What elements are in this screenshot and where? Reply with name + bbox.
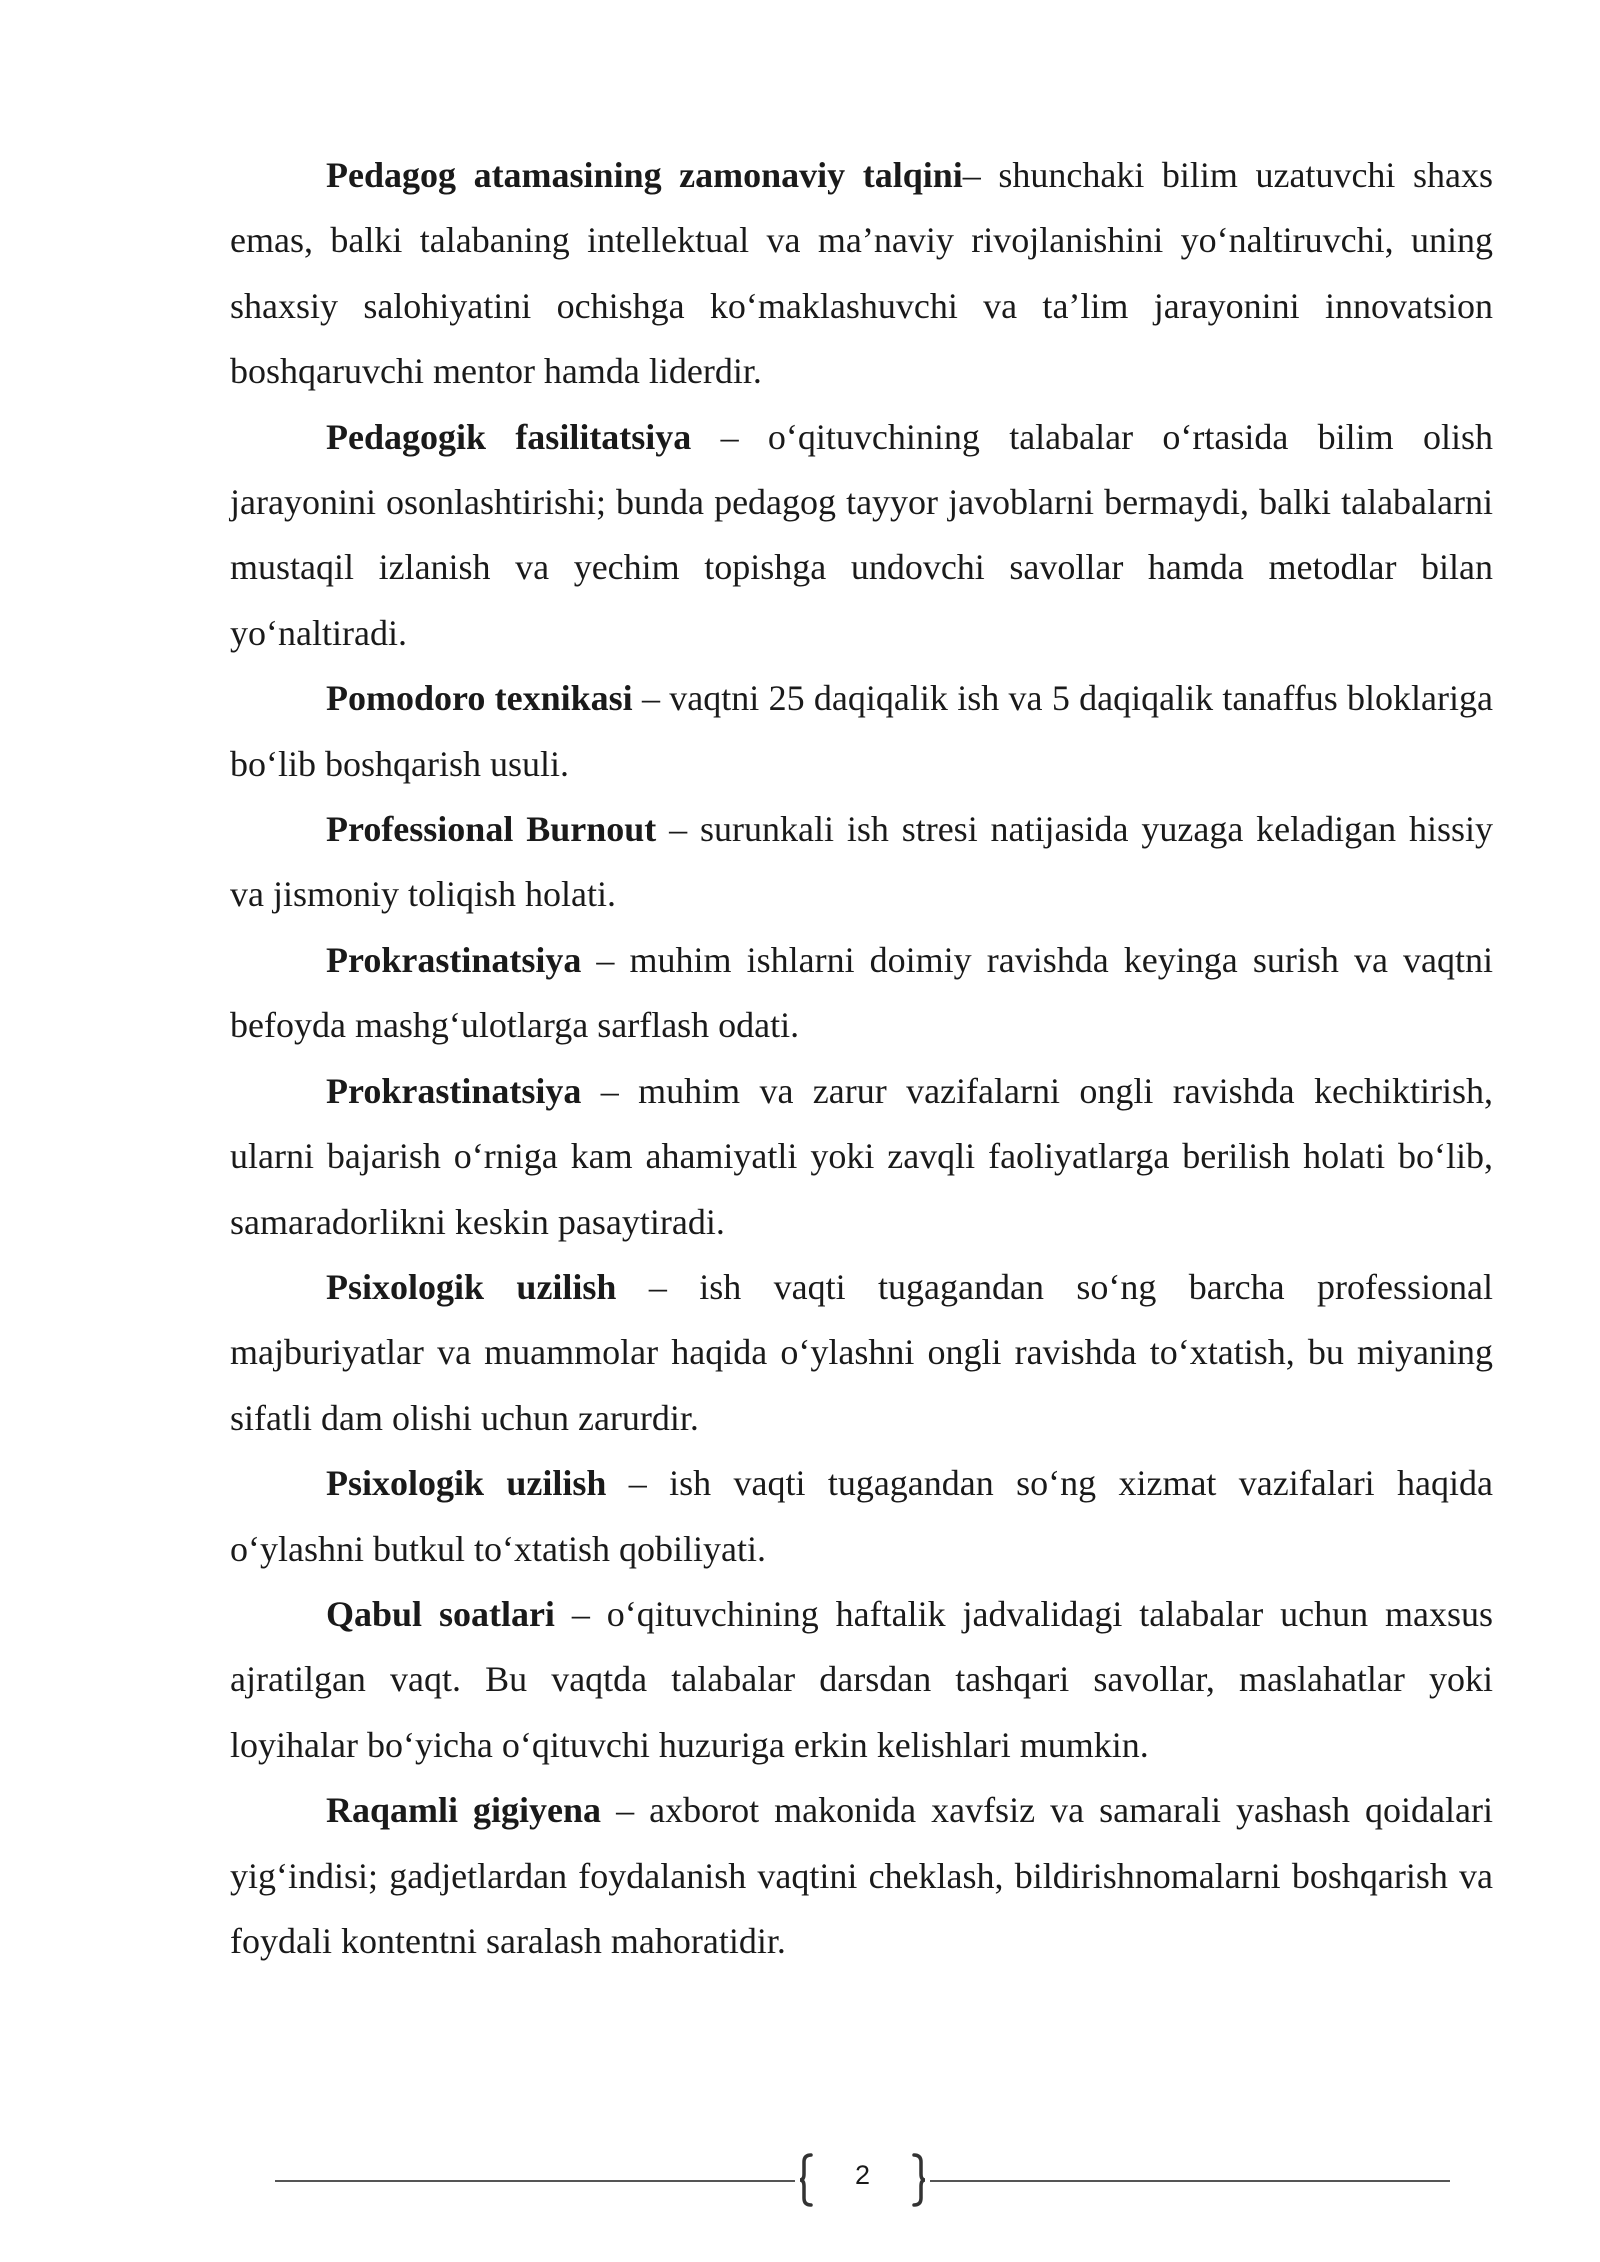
glossary-entry-pomodoro xyxy=(230,666,1493,797)
glossary-page xyxy=(230,143,1493,1974)
right-brace-icon xyxy=(912,2152,926,2208)
entry-term: Prokrastinatsiya xyxy=(326,1070,582,1111)
entry-term: Qabul soatlari xyxy=(326,1593,555,1634)
page-footer xyxy=(275,2152,1450,2208)
glossary-entry-prokrastinatsiya-1 xyxy=(230,928,1493,1059)
entry-definition: – ish vaqti tugagandan so‘ng xizmat vazifalari haqida o‘ylashni butkul to‘xtatish qobiliyati. xyxy=(230,1463,1493,1569)
entry-definition: – axborot makonida xavfsiz va samarali yashash qoidalari yig‘indisi; gadjetlardan foydalanish vaqtini cheklash, bildirishnomalarni boshqarish va foydali kontentni saralash mahoratidir. xyxy=(230,1790,1494,1961)
glossary-entry-psixologik-uzilish-1 xyxy=(230,1255,1493,1451)
entry-term: Prokrastinatsiya xyxy=(326,939,582,980)
glossary-entry-pedagogik-fasilitatsiya xyxy=(230,405,1493,667)
glossary-entry-pedagog xyxy=(230,143,1493,405)
entry-term: Pedagog atamasining zamonaviy talqini xyxy=(326,155,963,195)
entry-term: Professional Burnout xyxy=(326,809,657,850)
entry-definition: – o‘qituvchining haftalik jadvalidagi talabalar uchun maxsus ajratilgan vaqt. Bu vaqtda talabalar darsdan tashqari savollar, maslahatlar yoki loyihalar bo‘yicha o‘qituvchi huzuriga erkin kelishlari mumkin. xyxy=(230,1593,1493,1765)
entry-definition: – muhim ishlarni doimiy ravishda keyinga surish va vaqtni befoyda mashg‘ulotlarga sarflash odati. xyxy=(230,939,1493,1046)
glossary-entry-qabul-soatlari xyxy=(230,1582,1493,1778)
left-brace-icon xyxy=(799,2152,813,2208)
entry-definition: – shunchaki bilim uzatuvchi shaxs emas, balki talabaning intellektual va ma’naviy rivojlanishini yo‘naltiruvchi, uning shaxsiy salohiyatini ochishga ko‘maklashuvchi va ta’lim jarayonini innovatsion boshqaruvchi mentor hamda liderdir. xyxy=(230,155,1493,392)
page-number: 2 xyxy=(854,2160,871,2190)
glossary-entry-prokrastinatsiya-2 xyxy=(230,1059,1493,1255)
glossary-entry-raqamli-gigiyena xyxy=(230,1778,1493,1974)
entry-definition: – surunkali ish stresi natijasida yuzaga keladigan hissiy va jismoniy toliqish holati. xyxy=(230,809,1494,915)
entry-definition: – vaqtni 25 daqiqalik ish va 5 daqiqalik tanaffus bloklariga bo‘lib boshqarish usuli. xyxy=(230,678,1493,784)
entry-term: Psixologik uzilish xyxy=(326,1463,607,1504)
footer-rule-right xyxy=(930,2180,1450,2182)
entry-term: Raqamli gigiyena xyxy=(326,1790,602,1831)
entry-term: Pedagogik fasilitatsiya xyxy=(326,416,692,457)
entry-definition: – muhim va zarur vazifalarni ongli ravishda kechiktirish, ularni bajarish o‘rniga kam ahamiyatli yoki zavqli faoliyatlarga berilish holati bo‘lib, samaradorlikni keskin pasaytiradi. xyxy=(230,1070,1493,1242)
footer-rule-left xyxy=(275,2180,795,2182)
entry-definition: – ish vaqti tugagandan so‘ng barcha professional majburiyatlar va muammolar haqida o‘ylashni ongli ravishda to‘xtatish, bu miyaning sifatli dam olishi uchun zarurdir. xyxy=(230,1266,1493,1438)
entry-term: Pomodoro texnikasi xyxy=(326,678,633,719)
entry-term: Psixologik uzilish xyxy=(326,1266,617,1307)
glossary-entry-psixologik-uzilish-2 xyxy=(230,1451,1493,1582)
glossary-entry-professional-burnout xyxy=(230,797,1493,928)
entry-definition: – o‘qituvchining talabalar o‘rtasida bilim olish jarayonini osonlashtirishi; bunda pedagog tayyor javoblarni bermaydi, balki talabalarni mustaqil izlanish va yechim topishga undovchi savollar hamda metodlar bilan yo‘naltiradi. xyxy=(230,416,1493,653)
